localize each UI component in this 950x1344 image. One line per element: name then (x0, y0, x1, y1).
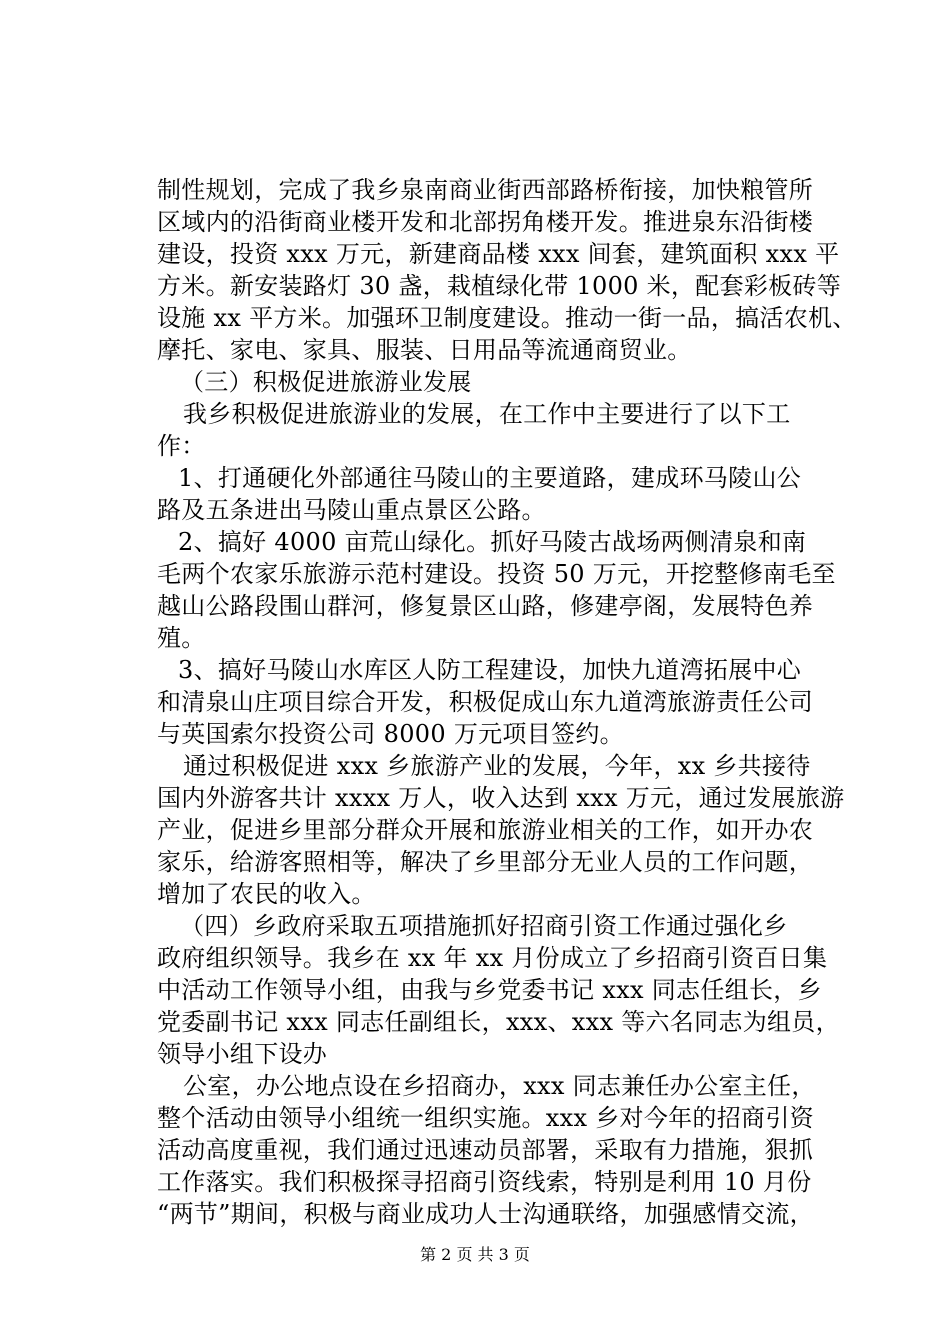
text-line: 工作落实。我们积极探寻招商引资线索，特别是利用 10 月份 (157, 1168, 812, 1196)
text-line: 摩托、家电、家具、服装、日用品等流通商贸业。 (157, 336, 692, 364)
paragraph-start: 公室，办公地点设在乡招商办，xxx 同志兼任办公室主任， (183, 1072, 816, 1100)
text-line: 作： (157, 432, 206, 460)
text-line: 和清泉山庄项目综合开发，积极促成山东九道湾旅游责任公司 (157, 688, 814, 716)
text-line: 国内外游客共计 xxxx 万人，收入达到 xxx 万元，通过发展旅游 (157, 784, 845, 812)
text-line: 制性规划，完成了我乡泉南商业街西部路桥衔接，加快粮管所 (157, 176, 814, 204)
text-line: 领导小组下设办 (157, 1040, 328, 1068)
text-line: 路及五条进出马陵山重点景区公路。 (157, 496, 546, 524)
text-line: 与英国索尔投资公司 8000 万元项目签约。 (157, 720, 624, 748)
section-heading: （三）积极促进旅游业发展 (180, 368, 472, 396)
text-line: 党委副书记 xxx 同志任副组长，xxx、xxx 等六名同志为组员， (157, 1008, 840, 1036)
page-footer: 第 2 页 共 3 页 (420, 1245, 530, 1264)
text-line: 方米。新安装路灯 30 盏，栽植绿化带 1000 米，配套彩板砖等 (157, 272, 842, 300)
paragraph-start: 通过积极促进 xxx 乡旅游产业的发展，今年，xx 乡共接待 (183, 752, 811, 780)
text-line: 设施 xx 平方米。加强环卫制度建设。推动一街一品，搞活农机、 (157, 304, 857, 332)
list-item-start: 1、打通硬化外部通往马陵山的主要道路，建成环马陵山公 (178, 464, 802, 492)
section-heading: （四）乡政府采取五项措施抓好招商引资工作通过强化乡 (180, 912, 788, 940)
text-line: “两节”期间，积极与商业成功人士沟通联络，加强感情交流， (157, 1200, 814, 1228)
list-item-start: 2、搞好 4000 亩荒山绿化。抓好马陵古战场两侧清泉和南 (178, 528, 807, 556)
text-line: 产业，促进乡里部分群众开展和旅游业相关的工作，如开办农 (157, 816, 814, 844)
paragraph-start: 我乡积极促进旅游业的发展，在工作中主要进行了以下工 (183, 400, 791, 428)
text-line: 整个活动由领导小组统一组织实施。xxx 乡对今年的招商引资 (157, 1104, 814, 1132)
text-line: 毛两个农家乐旅游示范村建设。投资 50 万元，开挖整修南毛至 (157, 560, 836, 588)
text-line: 中活动工作领导小组，由我与乡党委书记 xxx 同志任组长，乡 (157, 976, 822, 1004)
text-line: 殖。 (157, 624, 206, 652)
list-item-start: 3、搞好马陵山水库区人防工程建设，加快九道湾拓展中心 (178, 656, 802, 684)
text-line: 政府组织领导。我乡在 xx 年 xx 月份成立了乡招商引资百日集 (157, 944, 828, 972)
text-line: 活动高度重视，我们通过迅速动员部署，采取有力措施，狠抓 (157, 1136, 814, 1164)
text-line: 越山公路段围山群河，修复景区山路，修建亭阁，发展特色养 (157, 592, 814, 620)
text-line: 家乐，给游客照相等，解决了乡里部分无业人员的工作问题， (157, 848, 814, 876)
text-line: 建设，投资 xxx 万元，新建商品楼 xxx 间套，建筑面积 xxx 平 (157, 240, 840, 268)
text-line: 区域内的沿街商业楼开发和北部拐角楼开发。推进泉东沿街楼 (157, 208, 814, 236)
text-line: 增加了农民的收入。 (157, 880, 376, 908)
